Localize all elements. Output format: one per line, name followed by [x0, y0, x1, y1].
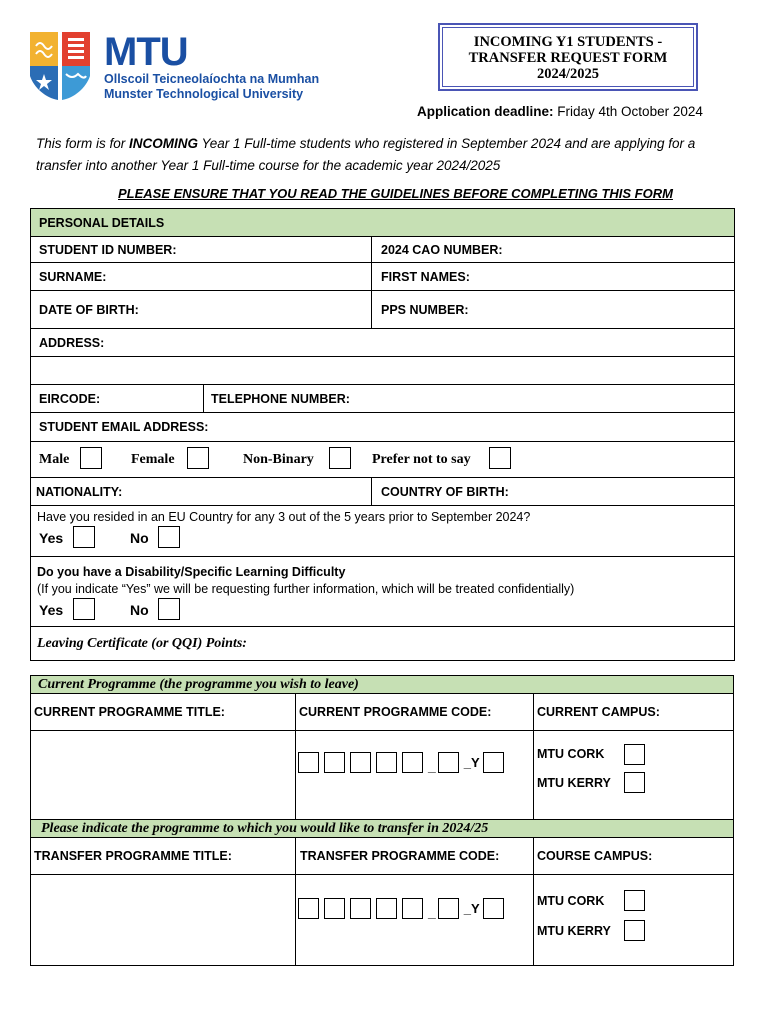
eu-residency-question: Have you resided in an EU Country for any 3 out of the 5 years prior to September 2024? [37, 510, 531, 524]
disability-yes-checkbox[interactable] [73, 598, 95, 620]
current-code-label: CURRENT PROGRAMME CODE: [299, 705, 492, 719]
nationality-label[interactable]: NATIONALITY: [36, 484, 123, 499]
transfer-programme-title: Please indicate the programme to which you would like to transfer in 2024/25 [41, 820, 489, 836]
form-title-line2: TRANSFER REQUEST FORM [468, 50, 668, 66]
gender-row [31, 442, 734, 478]
deadline-value: Friday 4th October 2024 [557, 104, 703, 119]
telephone-label[interactable]: TELEPHONE NUMBER: [211, 391, 350, 406]
surname-label[interactable]: SURNAME: [39, 269, 107, 284]
gender-female-checkbox[interactable] [187, 447, 209, 469]
dob-label[interactable]: DATE OF BIRTH: [39, 302, 139, 317]
form-title-box [438, 23, 698, 91]
gender-nonbinary-checkbox[interactable] [329, 447, 351, 469]
transfer-programme-header [31, 820, 733, 838]
transfer-campus-kerry-checkbox[interactable] [624, 920, 645, 941]
eu-no-checkbox[interactable] [158, 526, 180, 548]
gender-male-checkbox[interactable] [80, 447, 102, 469]
transfer-code-box-5[interactable] [402, 898, 423, 919]
current-code-year-separator: _Y [463, 755, 480, 770]
logo-wordmark: MTU [104, 30, 188, 74]
current-code-box-5[interactable] [402, 752, 423, 773]
current-campus-cork-label: MTU CORK [537, 747, 605, 761]
transfer-code-box-2[interactable] [324, 898, 345, 919]
transfer-campus-cork-label: MTU CORK [537, 894, 605, 908]
gender-prefer-not-checkbox[interactable] [489, 447, 511, 469]
disability-no-checkbox[interactable] [158, 598, 180, 620]
application-deadline [417, 104, 703, 119]
first-names-label[interactable]: FIRST NAMES: [381, 269, 470, 284]
eu-yes-label: Yes [39, 530, 64, 546]
current-code-box-6[interactable] [438, 752, 459, 773]
guidelines-notice: PLEASE ENSURE THAT YOU READ THE GUIDELINES BEFORE COMPLETING THIS FORM [118, 186, 673, 201]
transfer-code-box-6[interactable] [438, 898, 459, 919]
personal-details-header [31, 209, 734, 237]
deadline-label: Application deadline: [417, 104, 554, 119]
eu-residency-row [31, 506, 734, 557]
mtu-logo [28, 28, 320, 104]
current-code-box-7[interactable] [483, 752, 504, 773]
address-line2[interactable] [31, 357, 734, 385]
current-programme-header [31, 676, 733, 694]
form-title-line3: 2024/2025 [536, 66, 600, 82]
leaving-cert-points-label[interactable]: Leaving Certificate (or QQI) Points: [37, 636, 247, 651]
current-programme-title: Current Programme (the programme you wish to leave) [38, 676, 359, 692]
current-code-box-2[interactable] [324, 752, 345, 773]
transfer-code-separator: _ [428, 903, 436, 920]
transfer-code-box-3[interactable] [350, 898, 371, 919]
gender-nonbinary-label: Non-Binary [243, 452, 314, 467]
pps-label[interactable]: PPS NUMBER: [381, 302, 469, 317]
email-label[interactable]: STUDENT EMAIL ADDRESS: [39, 420, 209, 434]
address-label[interactable]: ADDRESS: [39, 335, 105, 350]
gender-female-label: Female [131, 452, 175, 467]
transfer-campus-cork-checkbox[interactable] [624, 890, 645, 911]
intro-part1: This form is for [36, 136, 130, 151]
gender-male-label: Male [39, 452, 70, 467]
programme-table [30, 675, 734, 966]
transfer-code-boxes [298, 898, 509, 919]
intro-text [36, 133, 736, 177]
logo-irish-name: Ollscoil Teicneolaíochta na Mumhan [104, 72, 320, 86]
eu-yes-checkbox[interactable] [73, 526, 95, 548]
transfer-campus-label: COURSE CAMPUS: [537, 849, 653, 863]
current-code-box-3[interactable] [350, 752, 371, 773]
current-title-input[interactable] [31, 731, 295, 819]
current-code-box-1[interactable] [298, 752, 319, 773]
disability-row [31, 557, 734, 627]
transfer-code-label: TRANSFER PROGRAMME CODE: [300, 849, 500, 863]
disability-question: Do you have a Disability/Specific Learning Difficulty [37, 565, 346, 579]
gender-prefer-not-label: Prefer not to say [372, 452, 471, 467]
eircode-label[interactable]: EIRCODE: [39, 391, 101, 406]
current-code-box-4[interactable] [376, 752, 397, 773]
current-campus-kerry-label: MTU KERRY [537, 776, 611, 790]
disability-yes-label: Yes [39, 602, 64, 618]
student-id-label[interactable]: STUDENT ID NUMBER: [39, 242, 177, 257]
transfer-campus-kerry-label: MTU KERRY [537, 924, 611, 938]
country-of-birth-label[interactable]: COUNTRY OF BIRTH: [381, 484, 509, 499]
transfer-title-input[interactable] [31, 875, 295, 965]
personal-details-table [30, 208, 735, 661]
current-code-boxes [298, 752, 509, 773]
transfer-code-year-separator: _Y [463, 901, 480, 916]
mtu-crest-icon [28, 28, 92, 102]
intro-bold: INCOMING [129, 136, 199, 151]
eu-no-label: No [130, 530, 149, 546]
transfer-title-label: TRANSFER PROGRAMME TITLE: [34, 849, 232, 863]
personal-details-title: PERSONAL DETAILS [39, 215, 165, 230]
transfer-code-box-1[interactable] [298, 898, 319, 919]
current-title-label: CURRENT PROGRAMME TITLE: [34, 705, 225, 719]
current-campus-kerry-checkbox[interactable] [624, 772, 645, 793]
disability-no-label: No [130, 602, 149, 618]
cao-number-label[interactable]: 2024 CAO NUMBER: [381, 242, 503, 257]
intro-part2: Year 1 Full-time students who registered in September 2024 and are applying for a transfer into another Year 1 Full-time course for the academic year 2024/2025 [36, 136, 696, 173]
logo-english-name: Munster Technological University [104, 87, 304, 101]
current-code-separator: _ [428, 757, 436, 774]
transfer-code-box-4[interactable] [376, 898, 397, 919]
form-title-line1: INCOMING Y1 STUDENTS - [473, 34, 663, 50]
transfer-code-box-7[interactable] [483, 898, 504, 919]
current-campus-label: CURRENT CAMPUS: [537, 705, 660, 719]
current-campus-cork-checkbox[interactable] [624, 744, 645, 765]
disability-note: (If you indicate “Yes” we will be requesting further information, which will be treated confidentially) [37, 582, 575, 596]
